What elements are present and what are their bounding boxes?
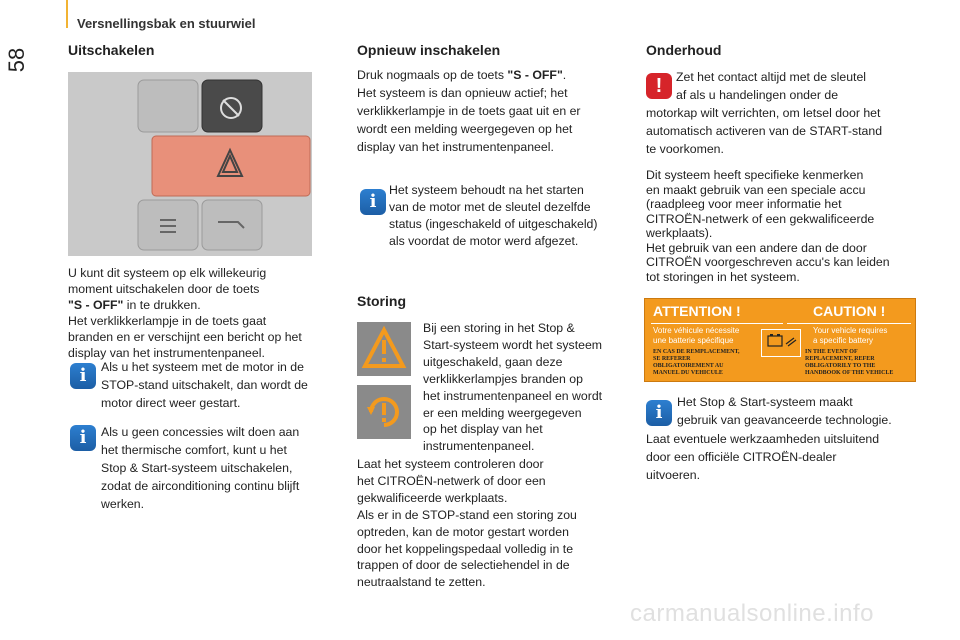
warning-triangle-icon bbox=[357, 322, 411, 376]
col1-para2: Het verklikkerlampje in de toets gaat branden en er verschijnt een bericht op het display van het instrumentenpaneel. bbox=[68, 314, 302, 360]
col3-para: Dit systeem heeft specifieke kenmerken en maakt gebruik van een speciale accu (raadpleeg voor meer informatie het CITROËN-netwerk of een gekwalificeerde werkplaats). Het gebruik van een andere dan de door CITROËN voorgeschreven accu's kan leiden tot storingen in het systeem. bbox=[646, 168, 890, 284]
title-onderhoud: Onderhoud bbox=[646, 42, 722, 58]
col2-info: Het systeem behoudt na het starten van de motor met de sleutel dezelfde status (ingeschakeld of uitgeschakeld) als voordat de motor werd afgezet. bbox=[389, 183, 598, 248]
watermark: carmanualsonline.info bbox=[630, 600, 874, 627]
header-rule bbox=[66, 0, 68, 28]
col2-para1-pre: Druk nogmaals op de toets bbox=[357, 68, 508, 82]
battery-symbol-icon bbox=[762, 330, 800, 356]
col1-info1: Als u het systeem met de motor in de STOP-stand uitschakelt, dan wordt de motor direct weer gestart. bbox=[101, 360, 308, 410]
label-divider bbox=[651, 323, 783, 324]
label-fr-small: EN CAS DE REMPLACEMENT, SE REFERER OBLIGATOIREMENT AU MANUEL DU VEHICULE bbox=[653, 349, 740, 376]
col3-warn: Zet het contact altijd met de sleutel af als u handelingen onder de bbox=[676, 70, 867, 102]
label-caution: CAUTION ! bbox=[813, 303, 886, 319]
battery-icon bbox=[761, 329, 801, 357]
col2-para1 bbox=[357, 66, 632, 156]
battery-label bbox=[644, 298, 916, 382]
dashboard-buttons-illustration bbox=[68, 72, 312, 256]
page-number: 58 bbox=[4, 47, 29, 73]
label-en-small: IN THE EVENT OF REPLACEMENT, REFER OBLIGATORILY TO THE HANDBOOK OF THE VEHICLE bbox=[805, 349, 894, 376]
col3-info-cont: Laat eventuele werkzaamheden uitsluitend door een officiële CITROËN-dealer uitvoeren. bbox=[646, 432, 880, 482]
col2-para1-key: "S - OFF" bbox=[507, 68, 563, 82]
label-en-line1: Your vehicle requires bbox=[813, 326, 888, 335]
col1-para1-text: U kunt dit systeem op elk willekeurig moment uitschakelen door de toets bbox=[68, 266, 267, 296]
col1-info2: Als u geen concessies wilt doen aan het thermische comfort, kunt u het Stop & Start-systeem uitschakelen, zodat de airconditioning continu blijft werken. bbox=[101, 425, 300, 511]
label-en-text bbox=[813, 326, 887, 346]
info-icon: i bbox=[70, 363, 96, 389]
col1-para1 bbox=[68, 265, 338, 361]
info-icon: i bbox=[70, 425, 96, 451]
col1-para1-rest: in te drukken. bbox=[123, 298, 201, 312]
label-divider bbox=[787, 323, 911, 324]
label-fr-text bbox=[653, 326, 739, 346]
warning-light-icon bbox=[357, 322, 411, 376]
col2-para1-rest: . Het systeem is dan opnieuw actief; het verklikkerlampje in de toets gaat uit en er wordt een melding weergegeven op het display van het instrumentenpaneel. bbox=[357, 68, 581, 154]
info-icon: i bbox=[360, 189, 386, 215]
title-uitschakelen: Uitschakelen bbox=[68, 42, 155, 58]
col3-warn-cont: motorkap wilt verrichten, om letsel door het automatisch activeren van de START-stand te voorkomen. bbox=[646, 106, 883, 156]
dashboard-buttons-photo bbox=[68, 72, 312, 256]
col1-para1-key: "S - OFF" bbox=[68, 298, 124, 312]
title-opnieuw-inschakelen: Opnieuw inschakelen bbox=[357, 42, 501, 58]
info-icon: i bbox=[646, 400, 672, 426]
label-fr-line2: une batterie spécifique bbox=[653, 336, 734, 345]
col2-storing-text: Bij een storing in het Stop & Start-systeem wordt het systeem uitgeschakeld, gaan deze verklikkerlampjes branden op het instrumentenpaneel en wordt er een melding weergegeven op het display van het instrumentenpaneel. bbox=[423, 321, 603, 454]
col3-info: Het Stop & Start-systeem maakt gebruik van geavanceerde technologie. bbox=[677, 395, 892, 427]
stop-start-arrow-icon bbox=[357, 385, 411, 439]
stop-start-fault-icon bbox=[357, 385, 411, 439]
warning-icon: ! bbox=[646, 73, 672, 99]
label-fr-line1: Votre véhicule nécessite bbox=[653, 326, 740, 335]
section-header: Versnellingsbak en stuurwiel bbox=[77, 16, 256, 31]
label-en-line2: a specific battery bbox=[813, 336, 874, 345]
title-storing: Storing bbox=[357, 293, 406, 309]
label-attention: ATTENTION ! bbox=[653, 303, 741, 319]
col2-storing-para2: Laat het systeem controleren door het CITROËN-netwerk of door een gekwalificeerde werkplaats. Als er in de STOP-stand een storing zou optreden, kan de motor gestart worden door het koppelingspedaal volledig in te trappen of door de selectiehendel in de neutraalstand te zetten. bbox=[357, 457, 577, 590]
